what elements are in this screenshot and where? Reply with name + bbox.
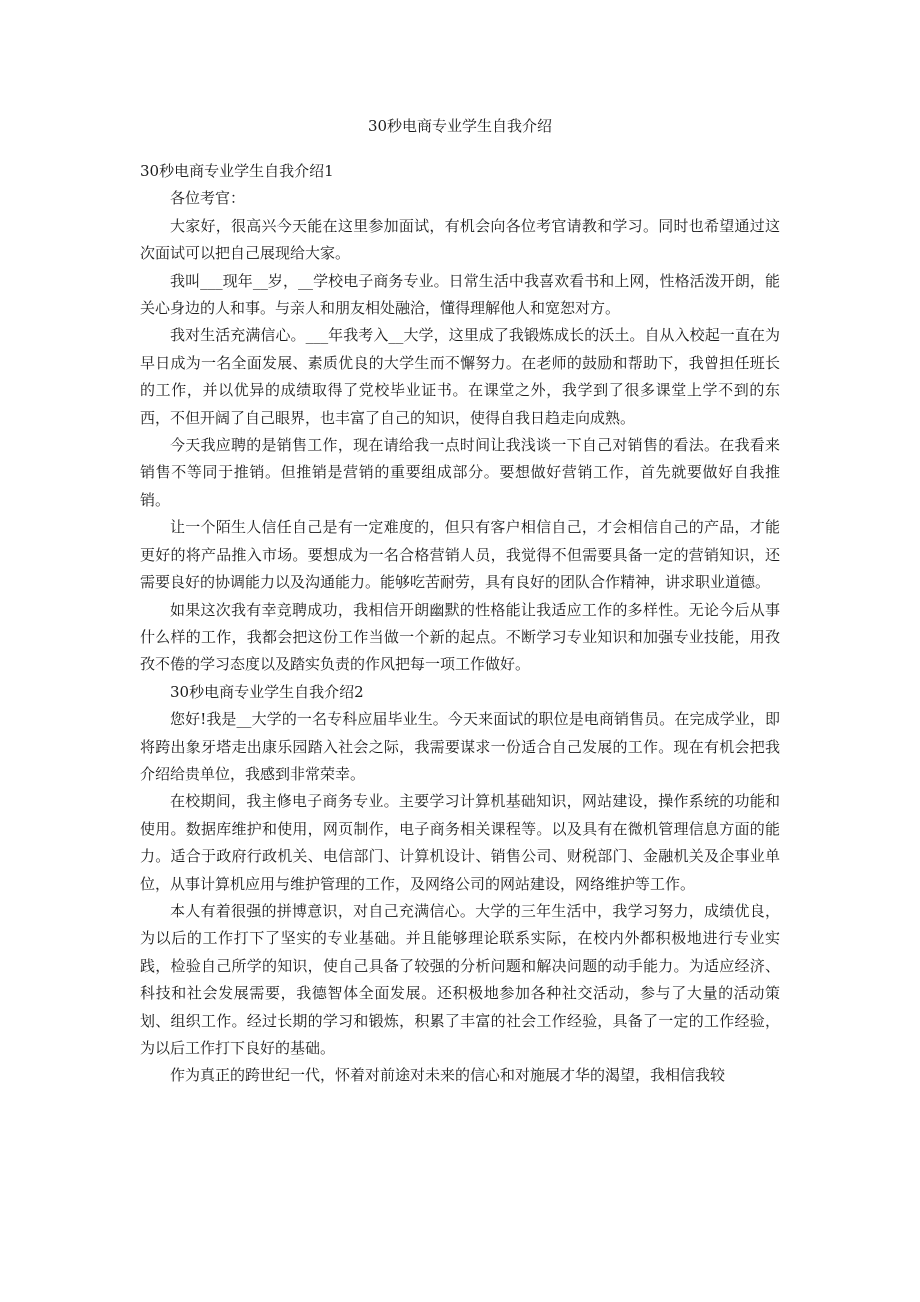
paragraph: 您好!我是__大学的一名专科应届毕业生。今天来面试的职位是电商销售员。在完成学业，即将跨出象牙塔走出康乐园踏入社会之际，我需要谋求一份适合自己发展的工作。现在有机会把我介绍给贵单位，我感到非常荣幸。 xyxy=(140,710,780,783)
paragraph: 各位考官： xyxy=(170,189,246,208)
paragraph: 我对生活充满信心。___年我考入__大学，这里成了我锻炼成长的沃土。自从入校起一直在为早日成为一名全面发展、素质优良的大学生而不懈努力。在老师的鼓励和帮助下，我曾担任班长的工作，并以优异的成绩取得了党校毕业证书。在课堂之外，我学到了很多课堂上学不到的东西，不但开阔了自己眼界，也丰富了自己的知识，使得自我日趋走向成熟。 xyxy=(140,326,780,427)
section-heading-1: 30秒电商专业学生自我介绍1 xyxy=(140,162,334,180)
paragraph: 在校期间，我主修电子商务专业。主要学习计算机基础知识，网站建设，操作系统的功能和使用。数据库维护和使用，网页制作，电子商务相关课程等。以及具有在微机管理信息方面的能力。适合于政府行政机关、电信部门、计算机设计、销售公司、财税部门、金融机关及企事业单位，从事计算机应用与维护管理的工作，及网络公司的网站建设，网络维护等工作。 xyxy=(140,792,780,893)
paragraph: 作为真正的跨世纪一代，怀着对前途对未来的信心和对施展才华的渴望，我相信我较 xyxy=(170,1066,726,1085)
paragraph: 本人有着很强的拼博意识，对自己充满信心。大学的三年生活中，我学习努力，成绩优良，为以后的工作打下了坚实的专业基础。并且能够理论联系实际，在校内外都积极地进行专业实践，检验自己所学的知识，使自己具备了较强的分析问题和解决问题的动手能力。为适应经济、科技和社会发展需要，我德智体全面发展。还积极地参加各种社交活动，参与了大量的活动策划、组织工作。经过长期的学习和锻炼，积累了丰富的社会工作经验，具备了一定的工作经验，为以后工作打下良好的基础。 xyxy=(140,901,780,1057)
paragraph: 让一个陌生人信任自己是有一定难度的，但只有客户相信自己，才会相信自己的产品，才能更好的将产品推入市场。要想成为一名合格营销人员，我觉得不但需要具备一定的营销知识，还需要良好的协调能力以及沟通能力。能够吃苦耐劳，具有良好的团队合作精神，讲求职业道德。 xyxy=(140,518,780,592)
document-title: 30秒电商专业学生自我介绍 xyxy=(367,117,553,135)
paragraph: 如果这次我有幸竞聘成功，我相信开朗幽默的性格能让我适应工作的多样性。无论今后从事什么样的工作，我都会把这份工作当做一个新的起点。不断学习专业知识和加强专业技能，用孜孜不倦的学习态度以及踏实负责的作风把每一项工作做好。 xyxy=(140,600,780,674)
document-body xyxy=(140,158,780,1090)
paragraph: 我叫___现年__岁，__学校电子商务专业。日常生活中我喜欢看书和上网，性格活泼开朗，能关心身边的人和事。与亲人和朋友相处融洽，懂得理解他人和宽恕对方。 xyxy=(140,271,780,318)
section-heading-2: 30秒电商专业学生自我介绍2 xyxy=(170,682,364,701)
paragraph: 大家好，很高兴今天能在这里参加面试，有机会向各位考官请教和学习。同时也希望通过这次面试可以把自己展现给大家。 xyxy=(140,216,780,263)
paragraph: 今天我应聘的是销售工作，现在请给我一点时间让我浅谈一下自己对销售的看法。在我看来销售不等同于推销。但推销是营销的重要组成部分。要想做好营销工作，首先就要做好自我推销。 xyxy=(140,436,780,509)
